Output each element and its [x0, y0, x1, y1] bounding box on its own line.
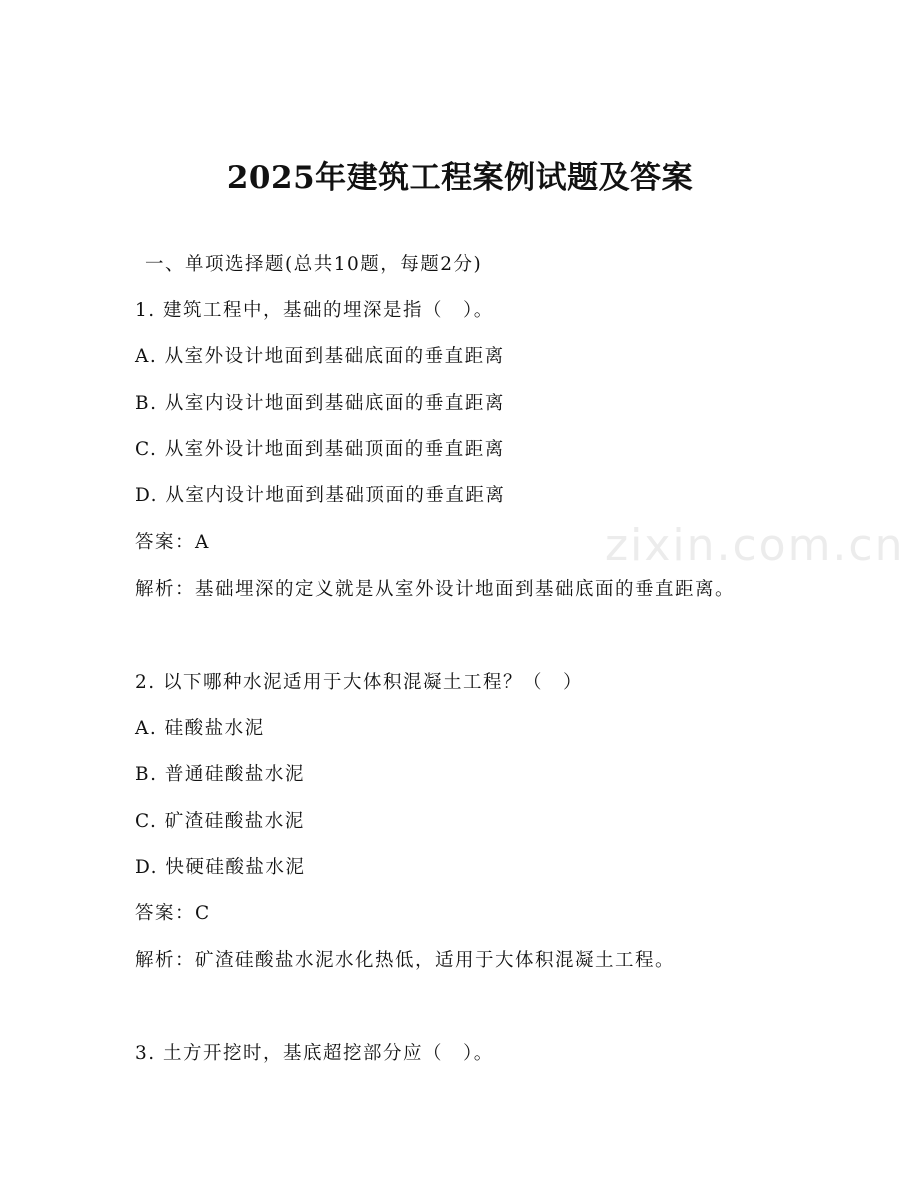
question-3-stem: 3. 土方开挖时，基底超挖部分应（ ）。: [135, 1043, 494, 1064]
question-1-stem: 1. 建筑工程中，基础的埋深是指（ ）。: [135, 300, 494, 321]
question-1-option-b: B. 从室内设计地面到基础底面的垂直距离: [135, 393, 505, 414]
question-1-option-c: C. 从室外设计地面到基础顶面的垂直距离: [135, 439, 505, 460]
question-2-option-d: D. 快硬硅酸盐水泥: [135, 857, 306, 878]
question-2-option-a: A. 硅酸盐水泥: [135, 718, 265, 739]
question-1-analysis: 解析：基础埋深的定义就是从室外设计地面到基础底面的垂直距离。: [135, 579, 736, 600]
question-1-option-d: D. 从室内设计地面到基础顶面的垂直距离: [135, 485, 506, 506]
question-2-option-c: C. 矿渣硅酸盐水泥: [135, 811, 305, 832]
watermark: zixin.com.cn: [605, 520, 905, 571]
question-2-stem: 2. 以下哪种水泥适用于大体积混凝土工程？（ ）: [135, 672, 584, 693]
question-2-analysis: 解析：矿渣硅酸盐水泥水化热低，适用于大体积混凝土工程。: [135, 950, 676, 971]
section-heading: 一、单项选择题(总共10题，每题2分): [145, 254, 483, 275]
question-1-option-a: A. 从室外设计地面到基础底面的垂直距离: [135, 346, 505, 367]
document-title: 2025年建筑工程案例试题及答案: [226, 160, 694, 196]
question-2-option-b: B. 普通硅酸盐水泥: [135, 764, 305, 785]
question-1-answer: 答案：A: [135, 532, 210, 553]
question-2-answer: 答案：C: [135, 903, 211, 924]
